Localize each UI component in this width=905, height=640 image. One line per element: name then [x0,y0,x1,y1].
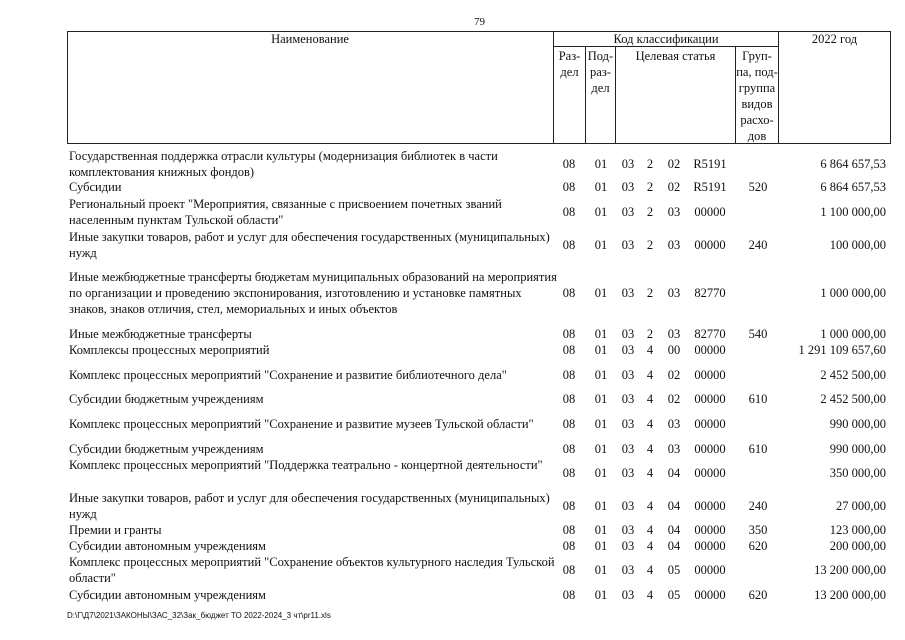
row-amount: 13 200 000,00 [814,563,886,577]
row-code-c3: 02 [667,180,681,194]
row-name: Субсидии автономным учреждениям [69,539,266,553]
row-code-c4: 00000 [694,417,726,431]
row-code-c2: 4 [646,368,654,382]
row-code-vr: 240 [748,238,768,252]
row-name: Региональный проект "Мероприятия, связанные с присвоением почетных званий населенным пунктам Тульской области" [69,197,502,227]
row-code-c3: 00 [667,343,681,357]
table-row [0,441,905,457]
row-code-r: 08 [562,539,576,553]
row-code-c4: 82770 [694,286,726,300]
table-row [0,490,905,522]
table-row [0,457,905,489]
row-code-c2: 4 [646,499,654,513]
header-year: 2022 год [811,32,858,46]
row-name: Иные закупки товаров, работ и услуг для обеспечения государственных (муниципальных) нужд [69,230,550,260]
footer-file-path: D:\Г\Д7\2021\ЗАКОНЫ\ЗАС_32\Зак_бюджет ТО 2022-2024_3 чт\pr11.xls [67,611,331,620]
row-code-c1: 03 [621,327,635,341]
row-code-c1: 03 [621,539,635,553]
row-name: Премии и гранты [69,523,162,537]
row-code-c1: 03 [621,157,635,171]
row-code-r: 08 [562,286,576,300]
row-amount: 2 452 500,00 [820,368,886,382]
table-row [0,367,905,383]
row-code-pr: 01 [594,368,608,382]
row-code-c3: 05 [667,588,681,602]
row-code-pr: 01 [594,238,608,252]
row-code-c1: 03 [621,368,635,382]
table-row [0,196,905,228]
row-code-vr: 240 [748,499,768,513]
row-code-c1: 03 [621,466,635,480]
row-name: Государственная поддержка отрасли культуры (модернизация библиотек в части комплектования книжных фондов) [69,149,498,179]
row-code-c4: 00000 [694,499,726,513]
row-code-pr: 01 [594,588,608,602]
row-amount: 1 000 000,00 [820,327,886,341]
row-code-c2: 2 [646,238,654,252]
row-code-pr: 01 [594,499,608,513]
row-code-r: 08 [562,499,576,513]
row-code-c2: 4 [646,588,654,602]
row-code-c3: 03 [667,442,681,456]
row-code-c4: R5191 [693,157,727,171]
row-name: Субсидии бюджетным учреждениям [69,392,264,406]
row-code-r: 08 [562,238,576,252]
row-amount: 123 000,00 [829,523,886,537]
row-code-r: 08 [562,368,576,382]
row-code-pr: 01 [594,343,608,357]
table-row [0,269,905,317]
row-code-c3: 02 [667,392,681,406]
row-code-c2: 2 [646,180,654,194]
row-code-c4: 00000 [694,238,726,252]
row-code-c3: 04 [667,523,681,537]
row-code-c3: 02 [667,157,681,171]
row-code-c2: 2 [646,327,654,341]
table-row [0,342,905,358]
row-code-r: 08 [562,466,576,480]
row-name: Субсидии автономным учреждениям [69,588,266,602]
row-code-c3: 03 [667,327,681,341]
row-name: Иные межбюджетные трансферты [69,327,252,341]
row-code-r: 08 [562,563,576,577]
row-code-c2: 2 [646,205,654,219]
row-code-c2: 4 [646,417,654,431]
header-vid: Груп- па, под- группа видов расхо- дов [736,49,778,143]
row-code-c4: 00000 [694,466,726,480]
row-code-c1: 03 [621,417,635,431]
header-podrazdel: Под- раз- дел [587,49,614,95]
row-code-c4: 00000 [694,539,726,553]
row-code-c4: 00000 [694,368,726,382]
row-code-pr: 01 [594,157,608,171]
row-code-pr: 01 [594,563,608,577]
row-name: Субсидии [69,180,122,194]
row-code-c3: 03 [667,238,681,252]
row-code-c1: 03 [621,238,635,252]
row-code-pr: 01 [594,442,608,456]
row-code-pr: 01 [594,523,608,537]
row-code-r: 08 [562,417,576,431]
header-razdel: Раз- дел [558,49,581,79]
row-code-c4: 00000 [694,588,726,602]
row-amount: 1 291 109 657,60 [798,343,886,357]
row-code-c2: 4 [646,392,654,406]
row-amount: 1 000 000,00 [820,286,886,300]
row-name: Комплекс процессных мероприятий "Сохранение и развитие музеев Тульской области" [69,417,534,431]
table-row [0,229,905,261]
row-code-c4: 00000 [694,343,726,357]
row-code-c2: 4 [646,523,654,537]
row-code-c3: 04 [667,499,681,513]
row-code-c3: 03 [667,205,681,219]
row-code-pr: 01 [594,205,608,219]
row-name: Комплекс процессных мероприятий "Поддержка театрально - концертной деятельности" [69,458,543,472]
row-code-c4: 00000 [694,205,726,219]
row-code-c1: 03 [621,499,635,513]
row-code-c1: 03 [621,286,635,300]
table-row [0,416,905,432]
row-code-c1: 03 [621,442,635,456]
row-name: Комплекс процессных мероприятий "Сохранение объектов культурного наследия Тульской области" [69,555,555,585]
row-code-r: 08 [562,588,576,602]
row-code-c3: 05 [667,563,681,577]
row-code-c3: 02 [667,368,681,382]
row-amount: 200 000,00 [829,539,886,553]
row-code-c1: 03 [621,343,635,357]
row-code-pr: 01 [594,417,608,431]
row-amount: 350 000,00 [829,466,886,480]
table-row [0,554,905,586]
row-amount: 2 452 500,00 [820,392,886,406]
row-code-c4: 00000 [694,442,726,456]
row-code-c2: 4 [646,466,654,480]
row-name: Иные закупки товаров, работ и услуг для обеспечения государственных (муниципальных) нужд [69,491,550,521]
row-code-c2: 4 [646,563,654,577]
table-row [0,148,905,180]
row-code-r: 08 [562,157,576,171]
row-name: Иные межбюджетные трансферты бюджетам муниципальных образований на мероприятия по организации и проведению экспонирования, изготовлению и установке памятных знаков, знаков отличия, стел, мемориальных и иных объектов [69,270,557,316]
row-amount: 27 000,00 [836,499,886,513]
table-row [0,391,905,407]
row-code-r: 08 [562,343,576,357]
row-code-r: 08 [562,442,576,456]
row-code-c3: 04 [667,466,681,480]
row-code-c3: 04 [667,539,681,553]
table-row [0,587,905,603]
row-code-c2: 2 [646,286,654,300]
table-row [0,538,905,554]
row-name: Субсидии бюджетным учреждениям [69,442,264,456]
row-code-vr: 610 [748,442,768,456]
row-code-pr: 01 [594,327,608,341]
row-code-pr: 01 [594,180,608,194]
row-code-pr: 01 [594,466,608,480]
row-code-c4: 82770 [694,327,726,341]
row-code-pr: 01 [594,392,608,406]
row-code-c1: 03 [621,588,635,602]
row-code-c4: 00000 [694,392,726,406]
row-code-c1: 03 [621,523,635,537]
row-code-r: 08 [562,180,576,194]
row-code-r: 08 [562,205,576,219]
row-name: Комплексы процессных мероприятий [69,343,270,357]
row-code-c3: 03 [667,286,681,300]
row-code-c2: 4 [646,539,654,553]
row-code-pr: 01 [594,539,608,553]
row-code-vr: 620 [748,588,768,602]
row-amount: 990 000,00 [829,442,886,456]
row-amount: 100 000,00 [829,238,886,252]
row-code-c2: 4 [646,442,654,456]
row-code-c4: R5191 [693,180,727,194]
row-amount: 990 000,00 [829,417,886,431]
table-row [0,522,905,538]
row-code-c1: 03 [621,563,635,577]
row-code-r: 08 [562,523,576,537]
row-code-c2: 4 [646,343,654,357]
table-row [0,326,905,342]
row-amount: 6 864 657,53 [820,180,886,194]
row-code-vr: 540 [748,327,768,341]
row-code-vr: 620 [748,539,768,553]
row-name: Комплекс процессных мероприятий "Сохранение и развитие библиотечного дела" [69,368,507,382]
row-code-c1: 03 [621,180,635,194]
row-code-c4: 00000 [694,523,726,537]
row-amount: 6 864 657,53 [820,157,886,171]
header-code-group: Код классификации [613,32,719,46]
header-name: Наименование [271,32,349,46]
row-amount: 13 200 000,00 [814,588,886,602]
row-code-c1: 03 [621,392,635,406]
table-row [0,179,905,195]
row-code-c3: 03 [667,417,681,431]
row-code-pr: 01 [594,286,608,300]
row-code-vr: 520 [748,180,768,194]
row-code-r: 08 [562,392,576,406]
row-amount: 1 100 000,00 [820,205,886,219]
row-code-c2: 2 [646,157,654,171]
row-code-c4: 00000 [694,563,726,577]
table-header [67,31,891,144]
page-number: 79 [474,16,485,28]
row-code-vr: 610 [748,392,768,406]
row-code-r: 08 [562,327,576,341]
row-code-vr: 350 [748,523,768,537]
row-code-c1: 03 [621,205,635,219]
header-target: Целевая статья [635,49,716,63]
